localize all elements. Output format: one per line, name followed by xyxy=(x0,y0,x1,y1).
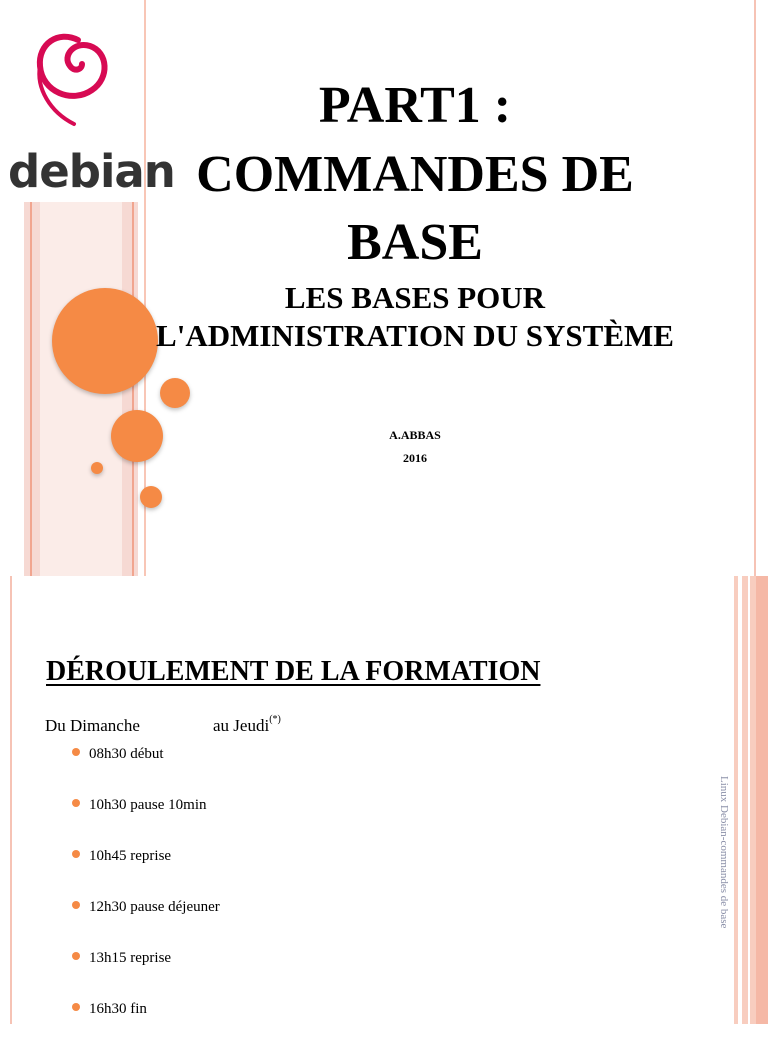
list-item-text: 10h45 reprise xyxy=(89,848,172,864)
subtitle-line-2: L'ADMINISTRATION DU SYSTÈME xyxy=(156,318,674,353)
decorative-band xyxy=(756,576,768,1024)
list-item xyxy=(72,950,220,1001)
days-line xyxy=(45,714,281,736)
list-item-text: 08h30 début xyxy=(89,746,164,762)
title-line-3: BASE xyxy=(347,214,483,271)
decorative-circle xyxy=(111,410,163,462)
debian-swirl-icon xyxy=(0,0,175,202)
title-line-1: PART1 : xyxy=(318,77,512,134)
debian-logo-text: debian xyxy=(8,145,175,198)
list-item-text: 10h30 pause 10min xyxy=(89,797,207,813)
list-item xyxy=(72,899,220,950)
subtitle-line-1: LES BASES POUR xyxy=(284,280,546,315)
list-item xyxy=(72,1001,220,1052)
bullet-icon xyxy=(72,952,80,960)
bullet-icon xyxy=(72,1003,80,1011)
decorative-line xyxy=(754,0,756,576)
slide-heading: DÉROULEMENT DE LA FORMATION xyxy=(46,656,541,687)
days-to: au Jeudi xyxy=(213,716,270,735)
bullet-icon xyxy=(72,748,80,756)
list-item-text: 16h30 fin xyxy=(89,1001,147,1017)
schedule-slide xyxy=(0,576,768,1024)
decorative-circle xyxy=(160,378,190,408)
author-name: A.ABBAS xyxy=(389,428,441,442)
decorative-line xyxy=(10,576,12,1024)
bullet-icon xyxy=(72,799,80,807)
schedule-list xyxy=(72,746,220,1052)
bullet-icon xyxy=(72,850,80,858)
decorative-circle xyxy=(91,462,103,474)
days-note: (*) xyxy=(269,714,281,725)
decorative-line xyxy=(738,576,742,1024)
days-from: Du Dimanche xyxy=(45,716,140,735)
days-to-wrapper xyxy=(213,716,281,736)
title-line-2: COMMANDES DE xyxy=(196,146,634,203)
list-item-text: 13h15 reprise xyxy=(89,950,172,966)
list-item-text: 12h30 pause déjeuner xyxy=(89,899,220,915)
debian-logo xyxy=(0,0,175,202)
list-item xyxy=(72,848,220,899)
list-item xyxy=(72,797,220,848)
slide-footer: Linux Debian-commandes de base xyxy=(718,776,730,929)
decorative-line xyxy=(748,576,750,1024)
bullet-icon xyxy=(72,901,80,909)
decorative-circle xyxy=(140,486,162,508)
year: 2016 xyxy=(403,451,427,465)
list-item xyxy=(72,746,220,797)
